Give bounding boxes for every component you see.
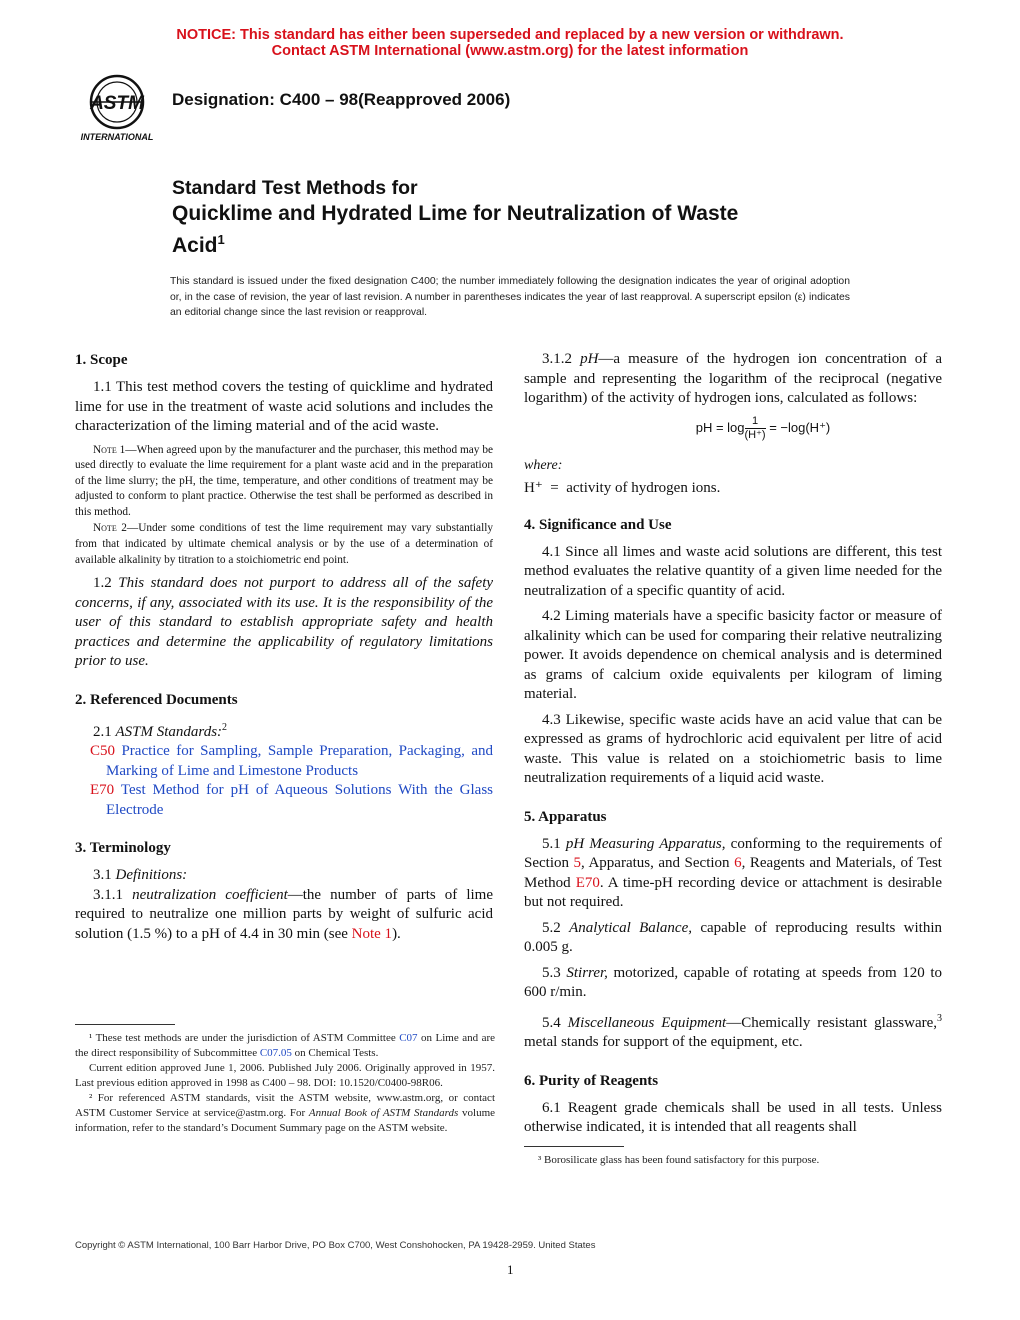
para-5-2 — [524, 919, 942, 958]
para-5-1-c: , Reagents and Materials, of Test Method — [524, 855, 942, 891]
para-5-1-a: conforming to the requirements of Section — [524, 835, 943, 871]
equation-rhs: = −log(H⁺) — [765, 419, 831, 435]
para-3-1-2-text: —a measure of the hydrogen ion concentration of a sample and representing the logarithm of the reciprocal (negative logarithm) of the activity of hydrogen ions, calculated as follows: — [524, 351, 943, 406]
notice-line-2: Contact ASTM International (www.astm.org) for the latest information — [271, 43, 749, 59]
logo-subtext: INTERNATIONAL — [80, 132, 154, 142]
note-1-link[interactable]: Note 1 — [351, 925, 393, 942]
para-5-3 — [524, 964, 942, 1003]
designation: Designation: C400 – 98(Reapproved 2006) — [172, 90, 511, 109]
footnote-1 — [75, 1031, 495, 1061]
reference-c50 — [75, 742, 493, 781]
reference-e70-title[interactable]: Test Method for pH of Aqueous Solutions With the Glass Electrode — [106, 782, 493, 818]
reference-c50-code[interactable]: C50 — [90, 743, 116, 760]
equation-denominator: (H⁺) — [744, 428, 766, 441]
left-column — [75, 350, 493, 950]
where-definition — [524, 479, 942, 499]
para-1-2 — [75, 574, 493, 672]
para-3-1-1 — [75, 886, 493, 945]
note-1 — [75, 443, 493, 521]
para-5-2-term: Analytical Balance, — [569, 919, 693, 936]
para-1-2-num: 1.2 — [93, 575, 119, 592]
where-text: = activity of hydrogen ions. — [542, 480, 721, 496]
para-1-1: 1.1 This test method covers the testing of quicklime and hydrated lime for use in the treatment of waste acid solutions and includes the characterization of the liming material and of the acid waste. — [75, 379, 493, 434]
where-label: where: — [524, 457, 563, 473]
section-5-heading: 5. Apparatus — [524, 808, 607, 825]
section-5-link[interactable]: 5 — [573, 855, 582, 871]
footnote-1-text-b: on Lime and are the direct responsibility of Subcommittee — [75, 1032, 496, 1059]
footnote-2 — [75, 1091, 495, 1136]
para-3-1-2-num: 3.1.2 — [542, 351, 581, 367]
title-line-1: Standard Test Methods for — [172, 177, 418, 199]
section-4-heading: 4. Significance and Use — [524, 516, 672, 533]
para-5-4-b: metal stands for support of the equipment, etc. — [524, 1034, 803, 1050]
para-5-1-term: pH Measuring Apparatus, — [565, 835, 726, 852]
para-2-1-text: ASTM Standards: — [115, 723, 223, 740]
footnote-1-text: ¹ These test methods are under the jurisdiction of ASTM Committee — [89, 1032, 400, 1044]
notice-line-1: NOTICE: This standard has either been superseded and replaced by a new version or withdrawn. — [176, 27, 844, 43]
logo-text: ASTM — [90, 93, 144, 114]
para-3-1-num: 3.1 — [93, 867, 116, 884]
page-number: 1 — [507, 1262, 514, 1277]
para-3-1-2-term: pH — [580, 351, 599, 367]
notice-banner — [0, 27, 1020, 59]
para-5-4 — [524, 1009, 942, 1053]
footnote-3: ³ Borosilicate glass has been found satisfactory for this purpose. — [538, 1154, 820, 1166]
footnotes-left — [75, 1024, 495, 1136]
para-5-1 — [524, 835, 942, 913]
footnote-2-text: ² For referenced ASTM standards, visit the ASTM website, www.astm.org, or contact ASTM Customer Service at service@astm.org. For — [75, 1092, 495, 1119]
equation-numerator: 1 — [745, 415, 766, 429]
note-2 — [75, 521, 493, 568]
footnote-1-edition: Current edition approved June 1, 2006. Published July 2006. Originally approved in 1957. Last previous edition approved in 1998 as C400 – 98. DOI: 10.1520/C0400-98R06. — [75, 1062, 495, 1089]
para-5-1-num: 5.1 — [542, 835, 566, 852]
para-5-1-d: . A time-pH recording device or attachment is desirable but not required. — [524, 874, 942, 910]
copyright: Copyright © ASTM International, 100 Barr Harbor Drive, PO Box C700, West Conshohocken, PA 19428-2959. United States — [75, 1240, 596, 1251]
equation-lhs: pH = log — [695, 419, 745, 435]
para-4-2: 4.2 Liming materials have a specific basicity factor or measure of alkalinity which can be used for comparing their relative neutralizing power. It avoids dependence on chemical analysis and is determined as grams of calcium oxide equivalents per kilogram of liming material. — [524, 608, 942, 702]
para-5-4-num: 5.4 — [542, 1014, 568, 1031]
section-2-heading: 2. Referenced Documents — [75, 691, 238, 708]
para-5-4-a: —Chemically resistant glassware, — [726, 1014, 938, 1031]
reference-e70 — [75, 781, 493, 820]
para-5-2-text: capable of reproducing results within 0.005 g. — [524, 919, 943, 955]
section-6-link[interactable]: 6 — [734, 855, 742, 871]
right-column — [524, 350, 942, 1144]
title-line-3: Acid — [172, 234, 218, 257]
para-2-1-num: 2.1 — [93, 723, 116, 740]
para-5-3-num: 5.3 — [542, 964, 567, 981]
e70-link[interactable]: E70 — [575, 874, 600, 891]
reference-c50-title[interactable]: Practice for Sampling, Sample Preparation, Packaging, and Marking of Lime and Limestone Products — [106, 743, 493, 779]
para-3-1-text: Definitions: — [115, 867, 188, 884]
para-3-1-2 — [524, 350, 942, 409]
section-1-heading: 1. Scope — [75, 352, 128, 368]
note-2-text: —Under some conditions of test the lime requirement may vary substantially from that indicated by ultimate chemical analysis or by the use of a determination of available alkalinity by titration to a stoichiometric end point. — [75, 522, 493, 566]
footnotes-right — [524, 1146, 944, 1168]
note-2-label: Note 2 — [93, 522, 127, 535]
footnote-2-text-b: volume information, refer to the standard’s Document Summary page on the ASTM website. — [75, 1107, 496, 1134]
para-4-3: 4.3 Likewise, specific waste acids have an acid value that can be expressed as grams of hydrochloric acid equivalent per litre of acid waste. This value is related on a stoichiometric basis to lime neutralization requirements of a liquid acid waste. — [524, 711, 942, 786]
para-5-3-text: motorized, capable of rotating at speeds from 120 to 600 r/min. — [524, 964, 943, 1000]
para-2-1 — [75, 718, 493, 743]
astm-logo — [72, 72, 162, 144]
equation-fraction — [745, 415, 766, 442]
title-line-2: Quicklime and Hydrated Lime for Neutralization of Waste — [172, 202, 739, 225]
para-3-1-1-num: 3.1.1 — [93, 886, 133, 903]
preamble: This standard is issued under the fixed designation C400; the number immediately following the designation indicates the year of original adoption or, in the case of revision, the year of last revision. A number in parentheses indicates the year of last reapproval. A superscript epsilon (ε) indicates an editorial change since the last revision or reapproval. — [170, 276, 850, 318]
footnote-rule — [75, 1024, 175, 1025]
where-symbol: H⁺ — [524, 480, 543, 496]
para-3-1 — [75, 866, 493, 886]
para-3-1-1-text: —the number of parts of lime required to neutralize one million parts by weight of sulfuric acid solution (1.5 %) to a pH of 4.4 in 30 min (see — [75, 886, 493, 942]
document-title — [172, 175, 892, 259]
para-5-1-b: , Apparatus, and Section — [581, 855, 735, 871]
reference-e70-code[interactable]: E70 — [90, 782, 115, 799]
para-5-2-num: 5.2 — [542, 919, 570, 936]
footnote-1-text-c: on Chemical Tests. — [291, 1047, 379, 1059]
note-1-label: Note 1 — [93, 443, 126, 456]
footnote-rule-right — [524, 1146, 624, 1147]
para-5-4-sup: 3 — [937, 1012, 943, 1024]
para-3-1-1-end: ). — [392, 925, 401, 942]
section-3-heading: 3. Terminology — [75, 840, 171, 857]
footnote-2-italic: Annual Book of ASTM Standards — [308, 1107, 459, 1119]
subcommittee-c0705-link[interactable]: C07.05 — [259, 1047, 292, 1059]
para-4-1: 4.1 Since all limes and waste acid solutions are different, this test method evaluates the relative quantity of a given lime needed for the neutralization of a specific quantity of acid. — [524, 543, 942, 599]
para-2-1-sup: 2 — [222, 721, 228, 733]
note-1-text: —When agreed upon by the manufacturer and the purchaser, this method may be used directly to evaluate the lime requirement for a plant waste acid and in the preparation of the lime slurry; the pH, the time, temperature, and other conditions of treatment may be adjusted to conform to plant practice. Otherwise the test shall be performed as described in this method. — [75, 443, 493, 518]
ph-equation — [584, 415, 942, 442]
para-3-1-1-term: neutralization coefficient — [132, 886, 288, 903]
para-1-2-text: This standard does not purport to address all of the safety concerns, if any, associated with its use. It is the responsibility of the user of this standard to establish appropriate safety and health practices and determine the applicability of regulatory limitations prior to use. — [75, 575, 494, 670]
para-5-3-term: Stirrer, — [566, 964, 608, 981]
section-6-heading: 6. Purity of Reagents — [524, 1072, 659, 1089]
committee-c07-link[interactable]: C07 — [399, 1032, 418, 1044]
title-footnote-mark: 1 — [217, 232, 225, 247]
para-6-1: 6.1 Reagent grade chemicals shall be used in all tests. Unless otherwise indicated, it is intended that all reagents shall — [524, 1099, 942, 1135]
para-5-4-term: Miscellaneous Equipment — [567, 1014, 727, 1031]
